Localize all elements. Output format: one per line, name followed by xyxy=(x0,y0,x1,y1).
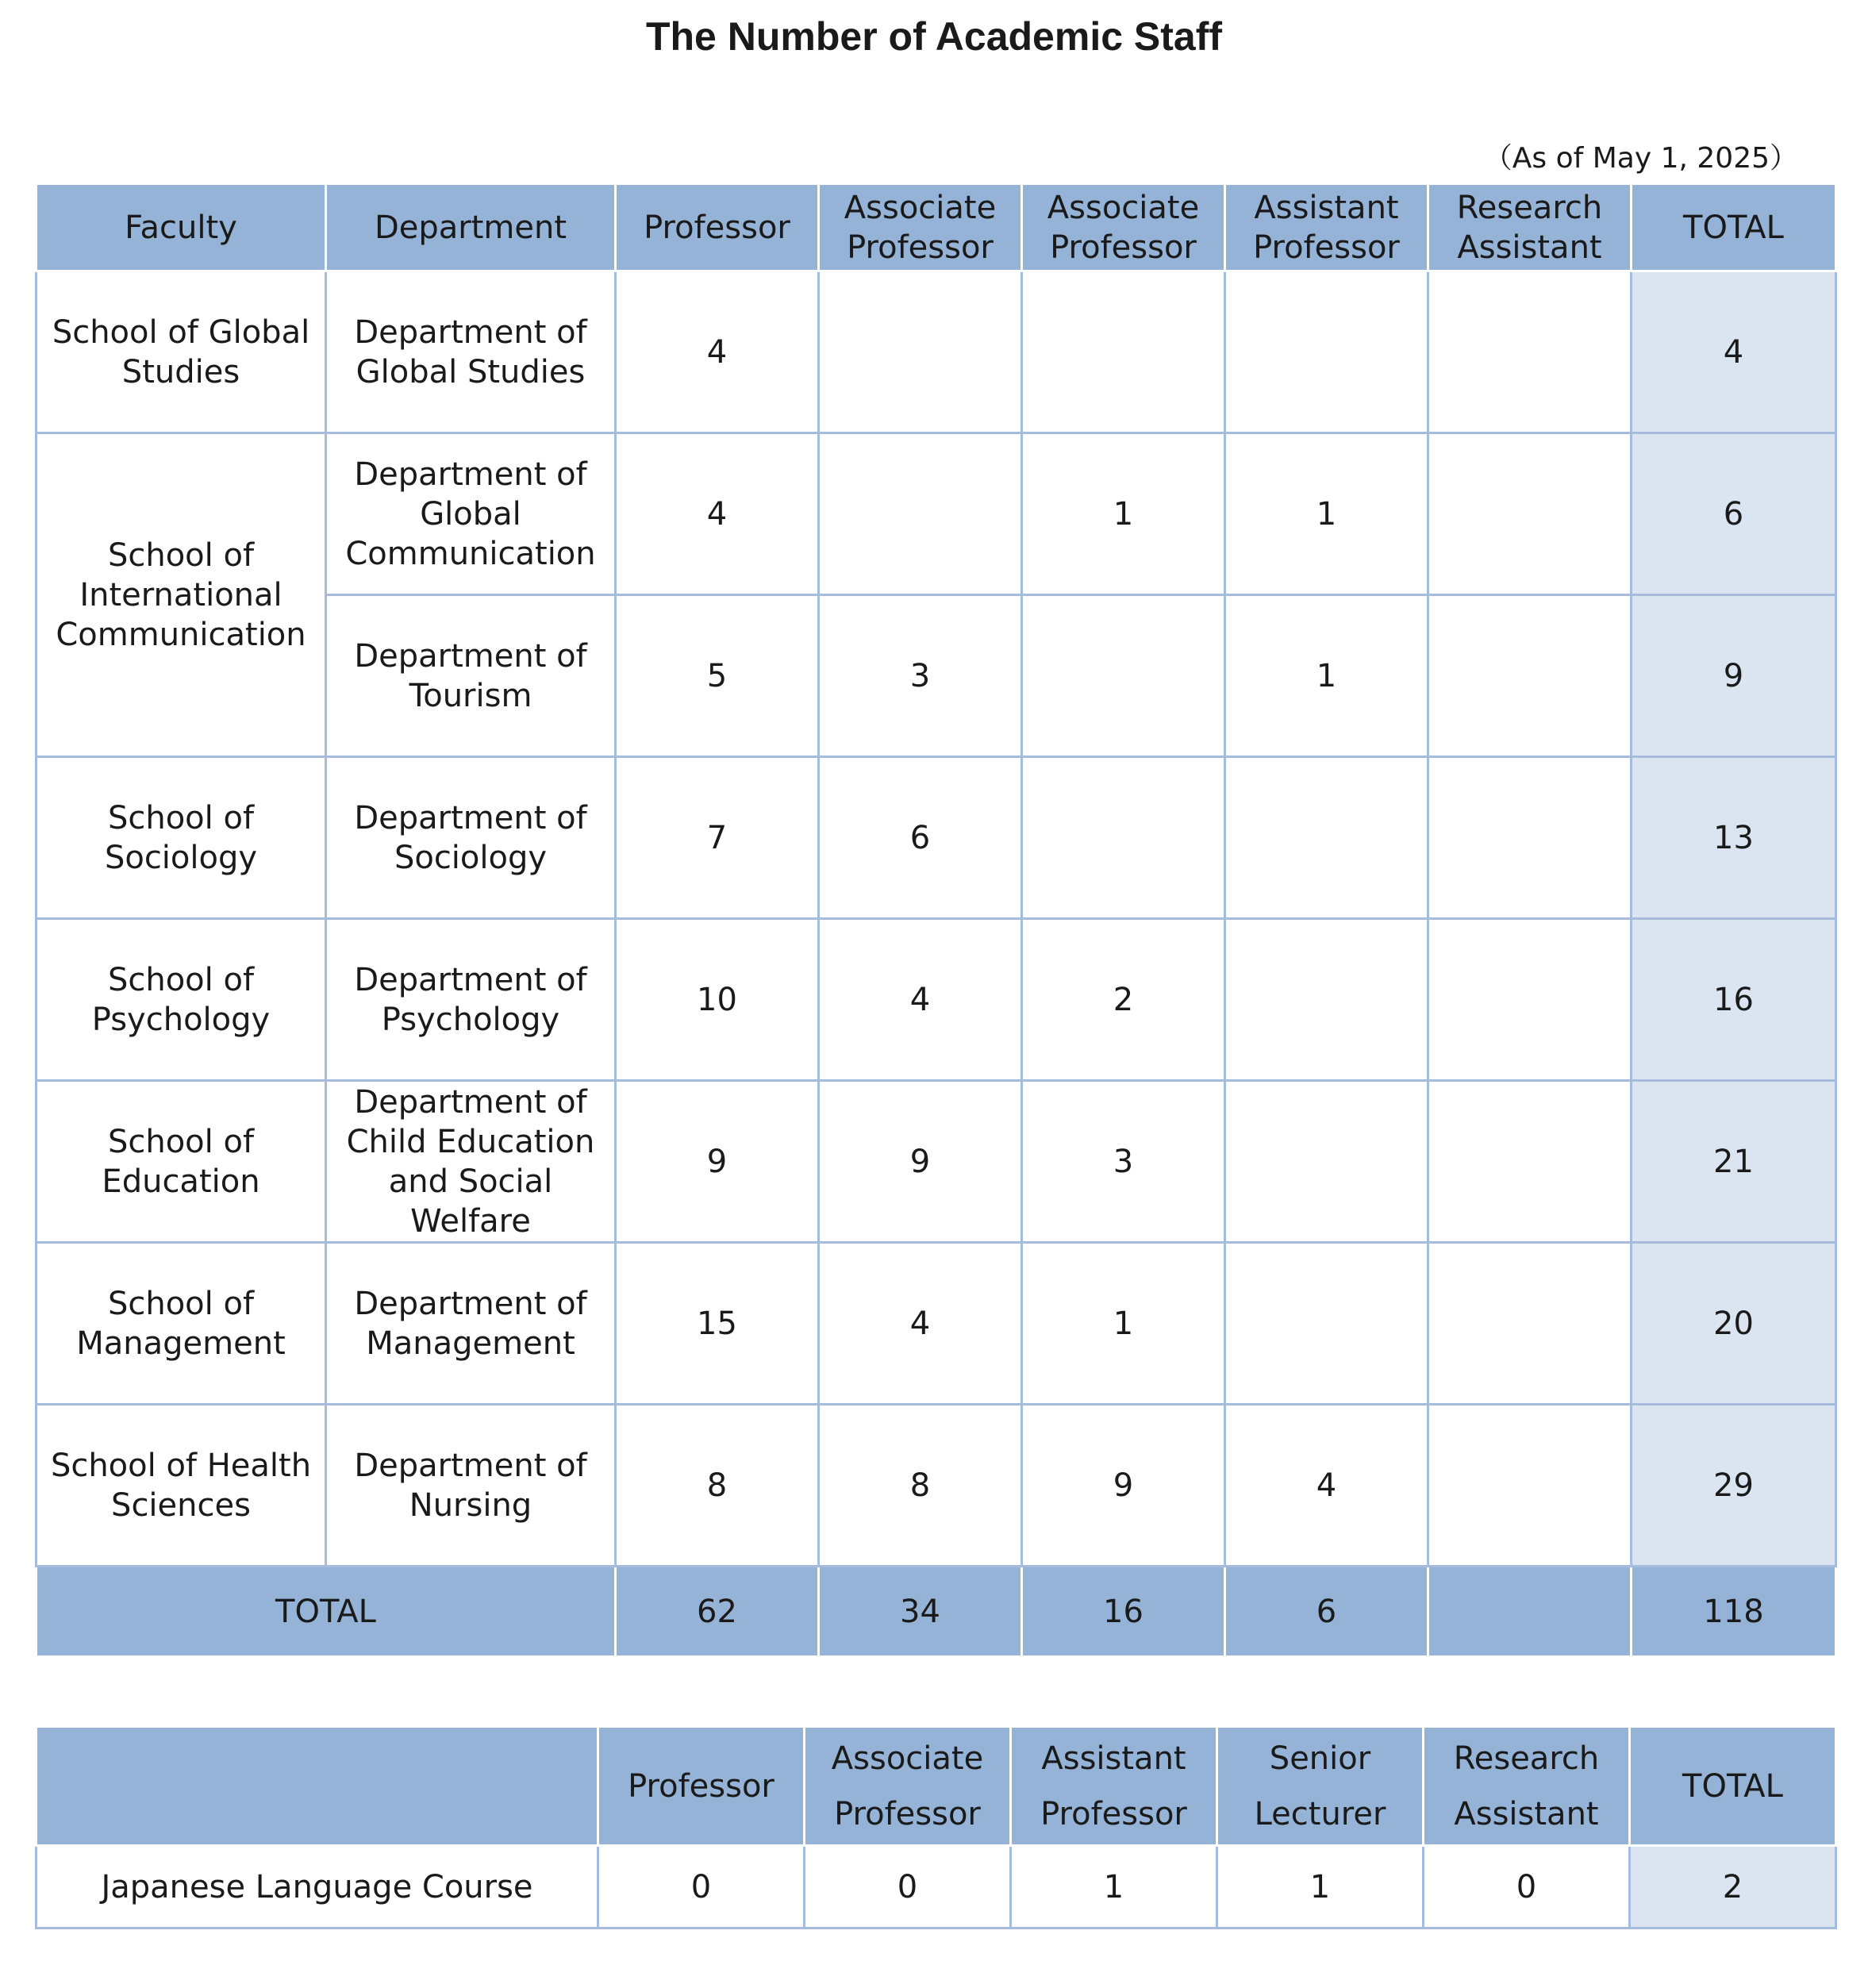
total-assistant-professor: 6 xyxy=(1225,1567,1428,1657)
grand-total: 118 xyxy=(1632,1567,1836,1657)
total-cell: 16 xyxy=(1632,919,1836,1081)
table-row xyxy=(37,1405,1836,1567)
total-cell: 21 xyxy=(1632,1081,1836,1243)
header-research-assistant: Research Assistant xyxy=(1428,184,1632,271)
total-cell: 4 xyxy=(1632,271,1836,433)
professor-cell: 0 xyxy=(598,1846,805,1928)
research-assistant-cell: 0 xyxy=(1424,1846,1630,1928)
professor-cell: 5 xyxy=(616,595,819,757)
header-senior-lecturer: Senior Lecturer xyxy=(1217,1727,1424,1846)
associate-professor-1-cell xyxy=(819,271,1022,433)
total-cell: 13 xyxy=(1632,757,1836,919)
department-cell: Department of Global Communication xyxy=(326,433,616,595)
table-row xyxy=(37,433,1836,595)
assistant-professor-cell xyxy=(1225,1081,1428,1243)
professor-cell: 4 xyxy=(616,433,819,595)
total-cell: 20 xyxy=(1632,1243,1836,1405)
department-cell: Department of Psychology xyxy=(326,919,616,1081)
associate-professor-1-cell xyxy=(819,433,1022,595)
associate-professor-2-cell xyxy=(1022,595,1225,757)
associate-professor-1-cell: 6 xyxy=(819,757,1022,919)
research-assistant-cell xyxy=(1428,271,1632,433)
research-assistant-cell xyxy=(1428,433,1632,595)
research-assistant-cell xyxy=(1428,919,1632,1081)
header-row xyxy=(37,184,1836,271)
associate-professor-1-cell: 4 xyxy=(819,1243,1022,1405)
as-of-date: （As of May 1, 2025） xyxy=(1483,142,1798,175)
table-row xyxy=(37,757,1836,919)
table-row xyxy=(37,1081,1836,1243)
department-cell: Department of Nursing xyxy=(326,1405,616,1567)
table-row xyxy=(37,1846,1836,1928)
header-total: TOTAL xyxy=(1632,184,1836,271)
research-assistant-cell xyxy=(1428,595,1632,757)
professor-cell: 8 xyxy=(616,1405,819,1567)
assistant-professor-cell xyxy=(1225,271,1428,433)
faculty-cell: School of International Communication xyxy=(37,433,326,757)
header-professor: Professor xyxy=(598,1727,805,1846)
total-label: TOTAL xyxy=(37,1567,616,1657)
associate-professor-1-cell: 3 xyxy=(819,595,1022,757)
assistant-professor-cell: 1 xyxy=(1011,1846,1217,1928)
associate-professor-2-cell: 1 xyxy=(1022,1243,1225,1405)
professor-cell: 4 xyxy=(616,271,819,433)
total-associate-professor-1: 34 xyxy=(819,1567,1022,1657)
header-associate-professor-2: Associate Professor xyxy=(1022,184,1225,271)
table-row xyxy=(37,1243,1836,1405)
academic-staff-table xyxy=(35,183,1837,1658)
associate-professor-2-cell: 1 xyxy=(1022,433,1225,595)
header-total: TOTAL xyxy=(1630,1727,1836,1846)
assistant-professor-cell: 1 xyxy=(1225,595,1428,757)
total-professor: 62 xyxy=(616,1567,819,1657)
associate-professor-cell: 0 xyxy=(805,1846,1011,1928)
assistant-professor-cell: 1 xyxy=(1225,433,1428,595)
faculty-cell: School of Global Studies xyxy=(37,271,326,433)
associate-professor-2-cell: 3 xyxy=(1022,1081,1225,1243)
department-cell: Department of Global Studies xyxy=(326,271,616,433)
department-cell: Department of Management xyxy=(326,1243,616,1405)
header-assistant-professor: Assistant Professor xyxy=(1011,1727,1217,1846)
header-assistant-professor: Assistant Professor xyxy=(1225,184,1428,271)
associate-professor-2-cell: 2 xyxy=(1022,919,1225,1081)
page-title: The Number of Academic Staff xyxy=(645,14,1223,59)
faculty-cell: School of Health Sciences xyxy=(37,1405,326,1567)
faculty-cell: School of Management xyxy=(37,1243,326,1405)
professor-cell: 15 xyxy=(616,1243,819,1405)
professor-cell: 7 xyxy=(616,757,819,919)
language-header-row xyxy=(37,1727,1836,1846)
assistant-professor-cell xyxy=(1225,1243,1428,1405)
header-faculty: Faculty xyxy=(37,184,326,271)
course-label: Japanese Language Course xyxy=(37,1846,598,1928)
senior-lecturer-cell: 1 xyxy=(1217,1846,1424,1928)
header-associate-professor-1: Associate Professor xyxy=(819,184,1022,271)
associate-professor-1-cell: 9 xyxy=(819,1081,1022,1243)
total-cell: 9 xyxy=(1632,595,1836,757)
research-assistant-cell xyxy=(1428,757,1632,919)
total-cell: 2 xyxy=(1630,1846,1836,1928)
research-assistant-cell xyxy=(1428,1405,1632,1567)
total-research-assistant xyxy=(1428,1567,1632,1657)
header-research-assistant: Research Assistant xyxy=(1424,1727,1630,1846)
header-blank xyxy=(37,1727,598,1846)
total-cell: 29 xyxy=(1632,1405,1836,1567)
professor-cell: 9 xyxy=(616,1081,819,1243)
research-assistant-cell xyxy=(1428,1081,1632,1243)
total-associate-professor-2: 16 xyxy=(1022,1567,1225,1657)
faculty-cell: School of Psychology xyxy=(37,919,326,1081)
total-cell: 6 xyxy=(1632,433,1836,595)
associate-professor-2-cell: 9 xyxy=(1022,1405,1225,1567)
associate-professor-1-cell: 8 xyxy=(819,1405,1022,1567)
faculty-cell: School of Sociology xyxy=(37,757,326,919)
associate-professor-1-cell: 4 xyxy=(819,919,1022,1081)
research-assistant-cell xyxy=(1428,1243,1632,1405)
associate-professor-2-cell xyxy=(1022,271,1225,433)
language-course-table xyxy=(35,1725,1837,1929)
header-professor: Professor xyxy=(616,184,819,271)
assistant-professor-cell xyxy=(1225,757,1428,919)
table-row xyxy=(37,271,1836,433)
header-associate-professor: Associate Professor xyxy=(805,1727,1011,1846)
professor-cell: 10 xyxy=(616,919,819,1081)
assistant-professor-cell: 4 xyxy=(1225,1405,1428,1567)
total-row xyxy=(37,1567,1836,1657)
department-cell: Department of Tourism xyxy=(326,595,616,757)
header-department: Department xyxy=(326,184,616,271)
faculty-cell: School of Education xyxy=(37,1081,326,1243)
department-cell: Department of Sociology xyxy=(326,757,616,919)
associate-professor-2-cell xyxy=(1022,757,1225,919)
department-cell: Department of Child Education and Social Welfare xyxy=(326,1081,616,1243)
table-row xyxy=(37,919,1836,1081)
assistant-professor-cell xyxy=(1225,919,1428,1081)
